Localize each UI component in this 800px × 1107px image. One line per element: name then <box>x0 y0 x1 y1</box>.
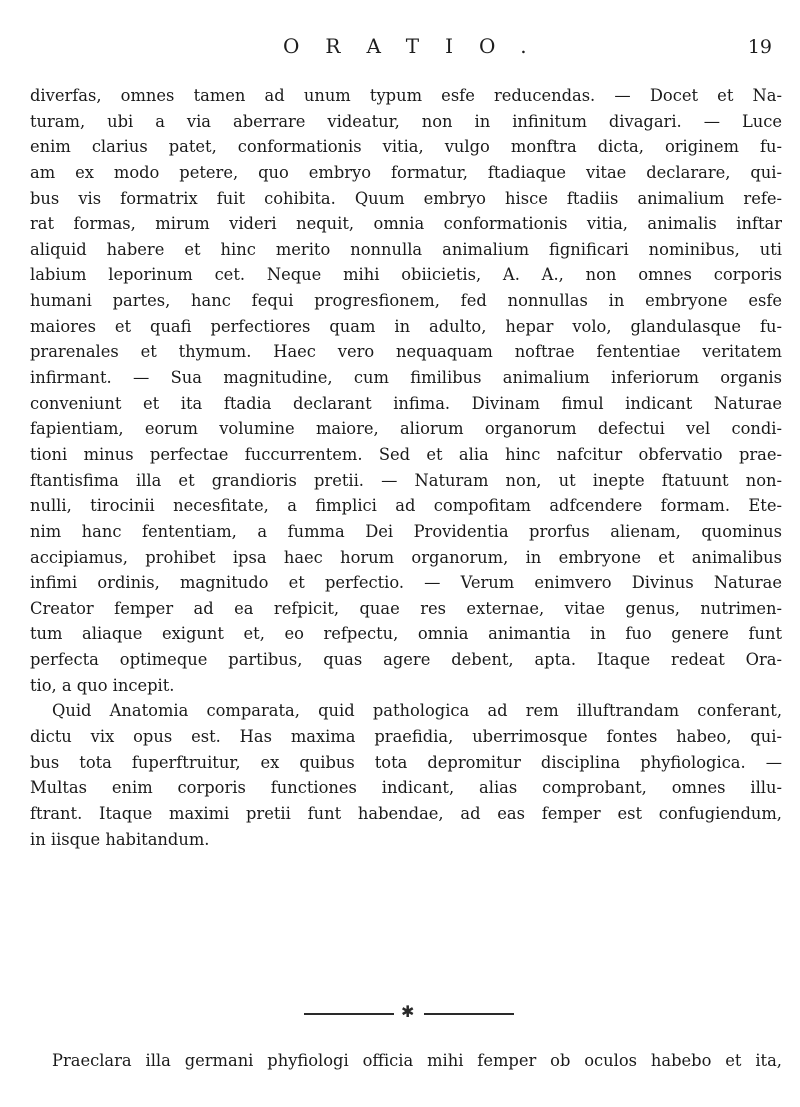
text-line: fapientiam, eorum volumine maiore, aliorum organorum defectui vel condi- <box>30 419 782 439</box>
text-line: infirmant. — Sua magnitudine, cum fimilibus animalium inferiorum organis <box>30 368 782 388</box>
text-line: enim clarius patet, conformationis vitia, vulgo monftra dicta, originem fu- <box>30 137 782 157</box>
divider-rule <box>424 1013 514 1015</box>
text-line: prarenales et thymum. Haec vero nequaquam noftrae fententiae veritatem <box>30 342 782 362</box>
text-line: accipiamus, prohibet ipsa haec horum organorum, in embryone et animalibus <box>30 547 782 567</box>
section-divider <box>304 1002 514 1021</box>
text-line: rat formas, mirum videri nequit, omnia conformationis vitia, animalis inftar <box>30 214 782 234</box>
text-line: humani partes, hanc fequi progresfionem, fed nonnullas in embryone esfe <box>30 291 782 311</box>
text-line: Quid Anatomia comparata, quid pathologica ad rem illuftrandam conferant, <box>52 701 782 721</box>
text-line: maiores et quafi perfectiores quam in adulto, hepar volo, glandulasque fu- <box>30 316 782 336</box>
asterisk-ornament-icon: ✱ <box>401 1002 415 1021</box>
text-line: Creator femper ad ea refpicit, quae res externae, vitae genus, nutrimen- <box>30 598 782 618</box>
text-line: diverfas, omnes tamen ad unum typum esfe reducendas. — Docet et Na- <box>30 86 782 105</box>
text-line: nulli, tirocinii necesfitate, a fimplici ad compofitam adfcendere formam. Ete- <box>30 496 782 516</box>
text-line: am ex modo petere, quo embryo formatur, ftadiaque vitae declarare, qui- <box>30 162 782 182</box>
text-line: perfecta optimeque partibus, quas agere debent, apta. Itaque redeat Ora- <box>30 650 782 670</box>
text-line: infimi ordinis, magnitudo et perfectio. — Verum enimvero Divinus Naturae <box>30 573 782 593</box>
text-line: tio, a quo incepit. <box>30 675 175 695</box>
text-line: labium leporinum cet. Neque mihi obiicietis, A. A., non omnes corporis <box>30 265 782 285</box>
text-line: tioni minus perfectae fuccurrentem. Sed et alia hinc nafcitur obfervatio prae- <box>30 444 782 464</box>
text-line: conveniunt et ita ftadia declarant infima. Divinam fimul indicant Naturae <box>30 393 782 413</box>
closing-line: Praeclara illa germani phyfiologi officia mihi femper ob oculos habebo et ita, <box>52 1051 782 1070</box>
divider-rule <box>304 1013 394 1015</box>
body-text <box>30 83 782 852</box>
text-line: ftantisfima illa et grandioris pretii. — Naturam non, ut inepte ftatuunt non- <box>30 470 782 490</box>
text-line: in iisque habitandum. <box>30 829 210 849</box>
running-head <box>0 34 800 62</box>
text-line: bus vis formatrix fuit cohibita. Quum embryo hisce ftadiis animalium refe- <box>30 188 782 208</box>
text-line: nim hanc fententiam, a fumma Dei Providentia prorfus alienam, quominus <box>30 521 782 541</box>
text-line: turam, ubi a via aberrare videatur, non in infinitum divagari. — Luce <box>30 111 782 131</box>
text-line: Multas enim corporis functiones indicant, alias comprobant, omnes illu- <box>30 778 782 798</box>
page-number: 19 <box>747 36 772 58</box>
text-line: bus tota fuperftruitur, ex quibus tota depromitur disciplina phyfiologica. — <box>30 752 782 772</box>
text-line: tum aliaque exigunt et, eo refpectu, omnia animantia in fuo genere funt <box>30 624 782 644</box>
running-title: ORATIO. <box>283 34 553 58</box>
text-line: dictu vix opus est. Has maxima praefidia, uberrimosque fontes habeo, qui- <box>30 727 782 747</box>
text-line: aliquid habere et hinc merito nonnulla animalium fignificari nominibus, uti <box>30 239 782 259</box>
text-line: ftrant. Itaque maximi pretii funt habendae, ad eas femper est confugiendum, <box>30 803 782 823</box>
